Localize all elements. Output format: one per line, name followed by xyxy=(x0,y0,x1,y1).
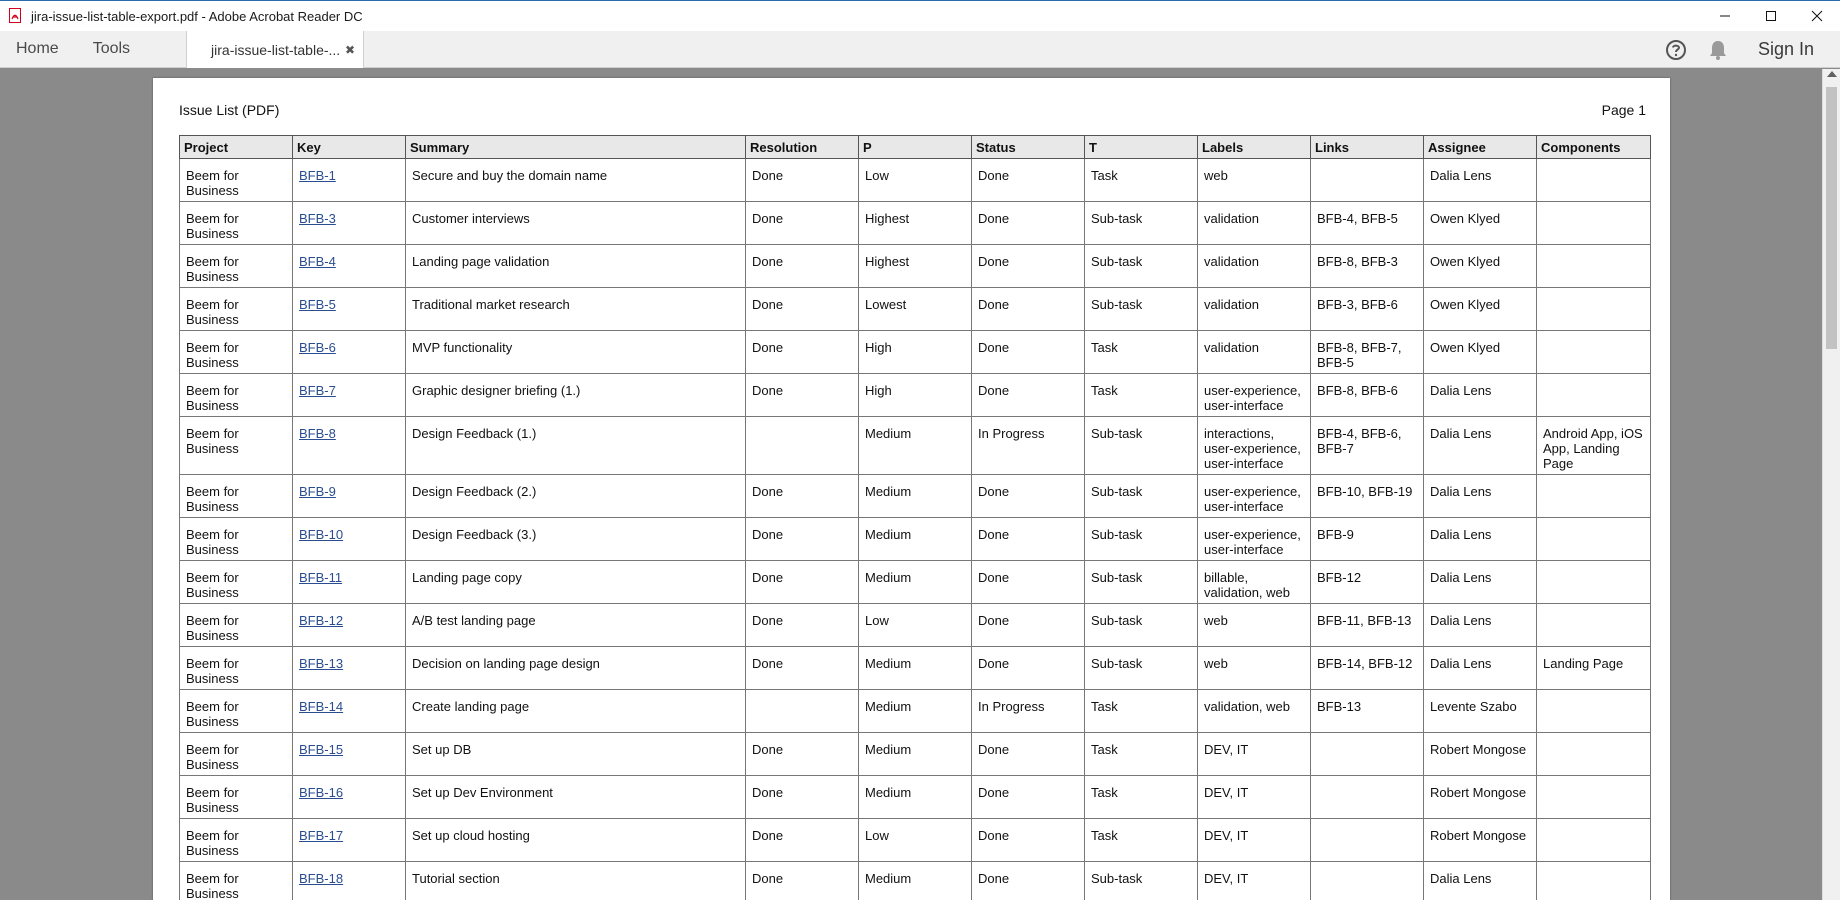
components-cell xyxy=(1537,561,1651,604)
issue-key-link[interactable]: BFB-6 xyxy=(299,340,336,355)
type-cell: Sub-task xyxy=(1085,604,1198,647)
components-cell xyxy=(1537,288,1651,331)
assignee-cell: Robert Mongose xyxy=(1424,776,1537,819)
issue-key-link[interactable]: BFB-10 xyxy=(299,527,344,542)
assignee-cell: Owen Klyed xyxy=(1424,331,1537,374)
project-cell: Beem for Business xyxy=(180,331,293,374)
status-cell: Done xyxy=(972,776,1085,819)
sign-in-button[interactable]: Sign In xyxy=(1757,39,1814,59)
title-bar xyxy=(0,0,1840,31)
table-row xyxy=(180,733,1651,776)
labels-cell: DEV, IT xyxy=(1198,776,1311,819)
assignee-cell: Owen Klyed xyxy=(1424,288,1537,331)
issue-key-link[interactable]: BFB-15 xyxy=(299,742,344,757)
column-header: Assignee xyxy=(1424,136,1537,159)
pdf-page xyxy=(153,78,1670,900)
project-cell: Beem for Business xyxy=(180,819,293,862)
resolution-cell: Done xyxy=(746,733,859,776)
table-header-row xyxy=(180,136,1651,159)
status-cell: Done xyxy=(972,862,1085,900)
summary-cell: Design Feedback (2.) xyxy=(406,475,746,518)
status-cell: Done xyxy=(972,733,1085,776)
document-viewer[interactable] xyxy=(0,69,1822,900)
labels-cell: web xyxy=(1198,159,1311,202)
key-cell xyxy=(293,776,406,819)
labels-cell: interactions, user-experience, user-interface xyxy=(1198,417,1311,475)
issue-key-link[interactable]: BFB-1 xyxy=(299,168,336,183)
resolution-cell: Done xyxy=(746,288,859,331)
labels-cell: user-experience, user-interface xyxy=(1198,518,1311,561)
issue-key-link[interactable]: BFB-16 xyxy=(299,785,344,800)
priority-cell: Low xyxy=(859,819,972,862)
key-cell xyxy=(293,690,406,733)
summary-cell: Tutorial section xyxy=(406,862,746,900)
project-cell: Beem for Business xyxy=(180,374,293,417)
issue-key-link[interactable]: BFB-13 xyxy=(299,656,344,671)
project-cell: Beem for Business xyxy=(180,518,293,561)
table-row xyxy=(180,288,1651,331)
type-cell: Sub-task xyxy=(1085,647,1198,690)
labels-cell: validation xyxy=(1198,331,1311,374)
issue-key-link[interactable]: BFB-12 xyxy=(299,613,344,628)
resolution-cell: Done xyxy=(746,331,859,374)
links-cell xyxy=(1311,159,1424,202)
project-cell: Beem for Business xyxy=(180,690,293,733)
table-row xyxy=(180,819,1651,862)
components-cell xyxy=(1537,202,1651,245)
links-cell: BFB-14, BFB-12 xyxy=(1311,647,1424,690)
page-header xyxy=(179,102,1646,118)
column-header: Components xyxy=(1537,136,1651,159)
column-header: Key xyxy=(293,136,406,159)
maximize-button[interactable] xyxy=(1748,1,1794,31)
key-cell xyxy=(293,604,406,647)
project-cell: Beem for Business xyxy=(180,245,293,288)
table-row xyxy=(180,245,1651,288)
components-cell xyxy=(1537,331,1651,374)
status-cell: Done xyxy=(972,331,1085,374)
type-cell: Task xyxy=(1085,819,1198,862)
table-row xyxy=(180,518,1651,561)
type-cell: Sub-task xyxy=(1085,202,1198,245)
links-cell: BFB-4, BFB-5 xyxy=(1311,202,1424,245)
assignee-cell: Dalia Lens xyxy=(1424,561,1537,604)
tools-nav[interactable]: Tools xyxy=(92,40,131,57)
issue-key-link[interactable]: BFB-3 xyxy=(299,211,336,226)
type-cell: Sub-task xyxy=(1085,475,1198,518)
window-controls xyxy=(1702,1,1840,31)
resolution-cell xyxy=(746,690,859,733)
help-icon[interactable] xyxy=(1664,38,1688,62)
priority-cell: Highest xyxy=(859,245,972,288)
key-cell xyxy=(293,647,406,690)
priority-cell: Medium xyxy=(859,776,972,819)
column-header: Status xyxy=(972,136,1085,159)
status-cell: Done xyxy=(972,159,1085,202)
table-row xyxy=(180,647,1651,690)
type-cell: Sub-task xyxy=(1085,245,1198,288)
type-cell: Sub-task xyxy=(1085,288,1198,331)
summary-cell: Landing page validation xyxy=(406,245,746,288)
page-number: Page 1 xyxy=(1601,102,1646,118)
table-row xyxy=(180,690,1651,733)
project-cell: Beem for Business xyxy=(180,733,293,776)
resolution-cell: Done xyxy=(746,518,859,561)
priority-cell: Low xyxy=(859,159,972,202)
close-window-button[interactable] xyxy=(1794,1,1840,31)
table-row xyxy=(180,475,1651,518)
column-header: Links xyxy=(1311,136,1424,159)
type-cell: Task xyxy=(1085,331,1198,374)
issue-key-link[interactable]: BFB-14 xyxy=(299,699,344,714)
status-cell: Done xyxy=(972,561,1085,604)
resolution-cell xyxy=(746,417,859,475)
key-cell xyxy=(293,475,406,518)
project-cell: Beem for Business xyxy=(180,647,293,690)
table-row xyxy=(180,561,1651,604)
status-cell: In Progress xyxy=(972,690,1085,733)
resolution-cell: Done xyxy=(746,202,859,245)
issue-table xyxy=(179,135,1651,900)
project-cell: Beem for Business xyxy=(180,288,293,331)
resolution-cell: Done xyxy=(746,245,859,288)
assignee-cell: Dalia Lens xyxy=(1424,475,1537,518)
components-cell xyxy=(1537,475,1651,518)
scroll-up-arrow-icon[interactable] xyxy=(1827,71,1837,77)
labels-cell: DEV, IT xyxy=(1198,733,1311,776)
components-cell xyxy=(1537,518,1651,561)
labels-cell: billable, validation, web xyxy=(1198,561,1311,604)
tab-close-icon[interactable]: ✖ xyxy=(344,42,356,57)
components-cell xyxy=(1537,159,1651,202)
key-cell xyxy=(293,733,406,776)
type-cell: Sub-task xyxy=(1085,862,1198,900)
issue-key-link[interactable]: BFB-11 xyxy=(299,570,343,585)
assignee-cell: Owen Klyed xyxy=(1424,202,1537,245)
minimize-icon xyxy=(1719,10,1731,22)
links-cell: BFB-13 xyxy=(1311,690,1424,733)
acrobat-pdf-icon xyxy=(9,8,23,24)
project-cell: Beem for Business xyxy=(180,604,293,647)
column-header: Resolution xyxy=(746,136,859,159)
components-cell xyxy=(1537,862,1651,900)
assignee-cell: Owen Klyed xyxy=(1424,245,1537,288)
scrollbar-thumb[interactable] xyxy=(1826,87,1837,349)
project-cell: Beem for Business xyxy=(180,417,293,475)
table-row xyxy=(180,862,1651,900)
window-title: jira-issue-list-table-export.pdf - Adobe Acrobat Reader DC xyxy=(31,8,363,24)
links-cell: BFB-3, BFB-6 xyxy=(1311,288,1424,331)
resolution-cell: Done xyxy=(746,862,859,900)
project-cell: Beem for Business xyxy=(180,776,293,819)
summary-cell: Create landing page xyxy=(406,690,746,733)
links-cell: BFB-8, BFB-6 xyxy=(1311,374,1424,417)
resolution-cell: Done xyxy=(746,159,859,202)
assignee-cell: Levente Szabo xyxy=(1424,690,1537,733)
close-icon xyxy=(1811,10,1823,22)
status-cell: Done xyxy=(972,604,1085,647)
links-cell xyxy=(1311,776,1424,819)
components-cell xyxy=(1537,690,1651,733)
assignee-cell: Dalia Lens xyxy=(1424,862,1537,900)
components-cell xyxy=(1537,819,1651,862)
status-cell: Done xyxy=(972,288,1085,331)
type-cell: Task xyxy=(1085,776,1198,819)
links-cell xyxy=(1311,733,1424,776)
resolution-cell: Done xyxy=(746,776,859,819)
table-row xyxy=(180,776,1651,819)
status-cell: Done xyxy=(972,819,1085,862)
key-cell xyxy=(293,561,406,604)
summary-cell: MVP functionality xyxy=(406,331,746,374)
links-cell: BFB-10, BFB-19 xyxy=(1311,475,1424,518)
table-row xyxy=(180,417,1651,475)
table-body xyxy=(180,159,1651,900)
priority-cell: Medium xyxy=(859,475,972,518)
resolution-cell: Done xyxy=(746,475,859,518)
components-cell: Android App, iOS App, Landing Page xyxy=(1537,417,1651,475)
labels-cell: validation xyxy=(1198,202,1311,245)
project-cell: Beem for Business xyxy=(180,159,293,202)
links-cell xyxy=(1311,819,1424,862)
assignee-cell: Robert Mongose xyxy=(1424,819,1537,862)
links-cell: BFB-9 xyxy=(1311,518,1424,561)
priority-cell: Lowest xyxy=(859,288,972,331)
components-cell xyxy=(1537,733,1651,776)
links-cell: BFB-11, BFB-13 xyxy=(1311,604,1424,647)
type-cell: Sub-task xyxy=(1085,417,1198,475)
priority-cell: Medium xyxy=(859,647,972,690)
links-cell xyxy=(1311,862,1424,900)
status-cell: Done xyxy=(972,374,1085,417)
document-tab[interactable] xyxy=(186,31,364,68)
components-cell xyxy=(1537,604,1651,647)
summary-cell: Design Feedback (1.) xyxy=(406,417,746,475)
priority-cell: Medium xyxy=(859,518,972,561)
issue-key-link[interactable]: BFB-18 xyxy=(299,871,344,886)
labels-cell: user-experience, user-interface xyxy=(1198,475,1311,518)
status-cell: Done xyxy=(972,475,1085,518)
priority-cell: Highest xyxy=(859,202,972,245)
issue-key-link[interactable]: BFB-8 xyxy=(299,426,336,441)
key-cell xyxy=(293,518,406,561)
resolution-cell: Done xyxy=(746,374,859,417)
priority-cell: Medium xyxy=(859,733,972,776)
document-tab-label: jira-issue-list-table-... xyxy=(211,41,341,58)
summary-cell: Landing page copy xyxy=(406,561,746,604)
issue-key-link[interactable]: BFB-7 xyxy=(299,383,336,398)
assignee-cell: Dalia Lens xyxy=(1424,159,1537,202)
bell-icon[interactable] xyxy=(1706,38,1730,62)
priority-cell: Medium xyxy=(859,417,972,475)
summary-cell: Design Feedback (3.) xyxy=(406,518,746,561)
links-cell: BFB-8, BFB-3 xyxy=(1311,245,1424,288)
column-header: Project xyxy=(180,136,293,159)
labels-cell: validation, web xyxy=(1198,690,1311,733)
type-cell: Sub-task xyxy=(1085,518,1198,561)
summary-cell: Set up Dev Environment xyxy=(406,776,746,819)
issue-key-link[interactable]: BFB-17 xyxy=(299,828,344,843)
labels-cell: DEV, IT xyxy=(1198,819,1311,862)
table-row xyxy=(180,159,1651,202)
type-cell: Task xyxy=(1085,159,1198,202)
assignee-cell: Dalia Lens xyxy=(1424,604,1537,647)
assignee-cell: Dalia Lens xyxy=(1424,518,1537,561)
links-cell: BFB-12 xyxy=(1311,561,1424,604)
column-header: P xyxy=(859,136,972,159)
type-cell: Task xyxy=(1085,690,1198,733)
components-cell: Landing Page xyxy=(1537,647,1651,690)
summary-cell: Set up cloud hosting xyxy=(406,819,746,862)
status-cell: Done xyxy=(972,245,1085,288)
resolution-cell: Done xyxy=(746,819,859,862)
column-header: Labels xyxy=(1198,136,1311,159)
labels-cell: web xyxy=(1198,647,1311,690)
summary-cell: Secure and buy the domain name xyxy=(406,159,746,202)
project-cell: Beem for Business xyxy=(180,862,293,900)
key-cell xyxy=(293,374,406,417)
toolbar-right xyxy=(1664,31,1840,68)
priority-cell: Low xyxy=(859,604,972,647)
table-row xyxy=(180,202,1651,245)
summary-cell: Set up DB xyxy=(406,733,746,776)
status-cell: Done xyxy=(972,647,1085,690)
issue-key-link[interactable]: BFB-4 xyxy=(299,254,336,269)
status-cell: Done xyxy=(972,202,1085,245)
table-row xyxy=(180,374,1651,417)
summary-cell: A/B test landing page xyxy=(406,604,746,647)
type-cell: Task xyxy=(1085,733,1198,776)
project-cell: Beem for Business xyxy=(180,561,293,604)
key-cell xyxy=(293,288,406,331)
assignee-cell: Dalia Lens xyxy=(1424,417,1537,475)
project-cell: Beem for Business xyxy=(180,202,293,245)
app-toolbar xyxy=(0,31,1840,68)
key-cell xyxy=(293,202,406,245)
assignee-cell: Dalia Lens xyxy=(1424,374,1537,417)
status-cell: In Progress xyxy=(972,417,1085,475)
priority-cell: Medium xyxy=(859,561,972,604)
priority-cell: High xyxy=(859,331,972,374)
project-cell: Beem for Business xyxy=(180,475,293,518)
labels-cell: user-experience, user-interface xyxy=(1198,374,1311,417)
summary-cell: Graphic designer briefing (1.) xyxy=(406,374,746,417)
column-header: Summary xyxy=(406,136,746,159)
home-nav[interactable]: Home xyxy=(16,40,59,57)
table-row xyxy=(180,604,1651,647)
labels-cell: DEV, IT xyxy=(1198,862,1311,900)
key-cell xyxy=(293,819,406,862)
priority-cell: High xyxy=(859,374,972,417)
components-cell xyxy=(1537,776,1651,819)
labels-cell: validation xyxy=(1198,288,1311,331)
resolution-cell: Done xyxy=(746,604,859,647)
resolution-cell: Done xyxy=(746,647,859,690)
type-cell: Task xyxy=(1085,374,1198,417)
assignee-cell: Dalia Lens xyxy=(1424,647,1537,690)
priority-cell: Medium xyxy=(859,862,972,900)
summary-cell: Customer interviews xyxy=(406,202,746,245)
issue-key-link[interactable]: BFB-5 xyxy=(299,297,336,312)
key-cell xyxy=(293,417,406,475)
priority-cell: Medium xyxy=(859,690,972,733)
minimize-button[interactable] xyxy=(1702,1,1748,31)
table-row xyxy=(180,331,1651,374)
status-cell: Done xyxy=(972,518,1085,561)
column-header: T xyxy=(1085,136,1198,159)
components-cell xyxy=(1537,245,1651,288)
key-cell xyxy=(293,159,406,202)
labels-cell: web xyxy=(1198,604,1311,647)
summary-cell: Decision on landing page design xyxy=(406,647,746,690)
type-cell: Sub-task xyxy=(1085,561,1198,604)
key-cell xyxy=(293,862,406,900)
maximize-icon xyxy=(1765,10,1777,22)
components-cell xyxy=(1537,374,1651,417)
links-cell: BFB-8, BFB-7, BFB-5 xyxy=(1311,331,1424,374)
key-cell xyxy=(293,331,406,374)
vertical-scrollbar[interactable] xyxy=(1822,69,1840,900)
resolution-cell: Done xyxy=(746,561,859,604)
assignee-cell: Robert Mongose xyxy=(1424,733,1537,776)
labels-cell: validation xyxy=(1198,245,1311,288)
issue-key-link[interactable]: BFB-9 xyxy=(299,484,336,499)
links-cell: BFB-4, BFB-6, BFB-7 xyxy=(1311,417,1424,475)
key-cell xyxy=(293,245,406,288)
summary-cell: Traditional market research xyxy=(406,288,746,331)
page-heading: Issue List (PDF) xyxy=(179,102,280,118)
